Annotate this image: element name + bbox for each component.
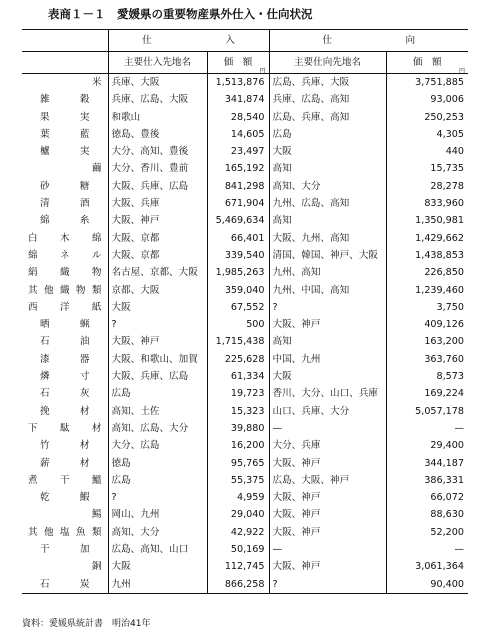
shimuke-destination-cell: 兵庫、広島、高知 xyxy=(269,91,386,108)
shimuke-amount-cell: 15,735 xyxy=(386,160,468,177)
shiire-amount-cell: 500 xyxy=(207,316,269,333)
shimuke-destination-cell: 中国、九州 xyxy=(269,351,386,368)
shimuke-amount-cell: 169,224 xyxy=(386,385,468,402)
commodity-cell: 櫨実 xyxy=(40,146,90,158)
item-header-blank xyxy=(22,30,108,52)
shimuke-amount-cell: 4,305 xyxy=(386,126,468,143)
shiire-source-cell: 兵庫、広島、大阪 xyxy=(108,91,207,108)
shiire-source-cell: 兵庫、大阪 xyxy=(108,74,207,92)
commodity-cell: 燐寸 xyxy=(40,371,90,383)
shimuke-amount-cell: 1,239,460 xyxy=(386,282,468,299)
shimuke-destination-cell: 大阪、神戸 xyxy=(269,558,386,575)
commodity-cell: 乾鰕 xyxy=(40,492,90,504)
shiire-amount-cell: 15,323 xyxy=(207,403,269,420)
shimuke-amount-cell: 386,331 xyxy=(386,472,468,489)
shimuke-destination-cell: 高知 xyxy=(269,160,386,177)
shimuke-amount-header: 価 額 xyxy=(386,52,468,74)
commodity-cell: 煮干鰮 xyxy=(28,474,102,486)
table-row xyxy=(22,333,468,350)
table-row xyxy=(22,282,468,299)
unit-label: 円 xyxy=(259,68,266,75)
shimuke-destination-header: 主要仕向先地名 xyxy=(269,52,386,74)
shimuke-destination-cell: 広島、兵庫、大阪 xyxy=(269,74,386,92)
commodity-cell: 綿ネル xyxy=(28,249,102,261)
shiire-source-cell: 高知、大分 xyxy=(108,524,207,541)
shimuke-amount-cell: 3,061,364 xyxy=(386,558,468,575)
commodity-cell: 鰑 xyxy=(91,509,102,521)
table-row xyxy=(22,299,468,316)
shiire-amount-cell: 39,880 xyxy=(207,420,269,437)
shiire-group-header: 仕 入 xyxy=(108,30,269,52)
shimuke-amount-cell: 440 xyxy=(386,143,468,160)
shiire-amount-cell: 1,715,438 xyxy=(207,333,269,350)
shimuke-destination-cell: — xyxy=(269,420,386,437)
commodity-cell: 漆器 xyxy=(40,353,90,365)
shimuke-amount-cell: 90,400 xyxy=(386,576,468,594)
table-row xyxy=(22,212,468,229)
shiire-source-header: 主要仕入先地名 xyxy=(108,52,207,74)
shimuke-amount-cell: 93,006 xyxy=(386,91,468,108)
shimuke-amount-cell: 363,760 xyxy=(386,351,468,368)
table-row xyxy=(22,558,468,575)
table-row xyxy=(22,230,468,247)
shimuke-destination-cell: 大阪、神戸 xyxy=(269,316,386,333)
table-row xyxy=(22,178,468,195)
shiire-source-cell: 大分、広島 xyxy=(108,437,207,454)
shimuke-group-header: 仕 向 xyxy=(269,30,468,52)
shimuke-destination-cell: 山口、兵庫、大分 xyxy=(269,403,386,420)
shiire-amount-cell: 1,513,876 円 xyxy=(207,74,269,92)
table-row xyxy=(22,195,468,212)
commodity-cell: 晒蝋 xyxy=(40,319,90,331)
shimuke-destination-cell: 香川、大分、山口、兵庫 xyxy=(269,385,386,402)
commodity-cell: 果実 xyxy=(40,111,90,123)
shiire-source-cell: 大阪 xyxy=(108,558,207,575)
table-row xyxy=(22,472,468,489)
shimuke-amount-cell: 163,200 xyxy=(386,333,468,350)
table-row xyxy=(22,420,468,437)
shimuke-amount-cell: 3,750 xyxy=(386,299,468,316)
shiire-amount-cell: 23,497 xyxy=(207,143,269,160)
shimuke-amount-cell: 226,850 xyxy=(386,264,468,281)
shiire-source-cell: 大阪、兵庫 xyxy=(108,195,207,212)
shimuke-destination-cell: 高知 xyxy=(269,212,386,229)
shimuke-amount-cell: 1,350,981 xyxy=(386,212,468,229)
shiire-source-cell: 広島、高知、山口 xyxy=(108,541,207,558)
shiire-source-cell: 大阪 xyxy=(108,299,207,316)
commodity-cell: 挽材 xyxy=(40,405,90,417)
commodity-cell: 石油 xyxy=(40,336,90,348)
shimuke-destination-cell: 大阪、神戸 xyxy=(269,455,386,472)
shiire-amount-cell: 55,375 xyxy=(207,472,269,489)
commodity-cell: 銅 xyxy=(91,561,102,573)
shiire-amount-cell: 50,169 xyxy=(207,541,269,558)
table-row xyxy=(22,109,468,126)
table-row xyxy=(22,489,468,506)
shiire-source-cell: 大分、香川、豊前 xyxy=(108,160,207,177)
table-row xyxy=(22,126,468,143)
commodity-cell: 石炭 xyxy=(22,576,108,594)
shimuke-destination-cell: 広島、大阪、神戸 xyxy=(269,472,386,489)
shimuke-destination-cell: 高知 xyxy=(269,333,386,350)
shiire-amount-cell: 14,605 xyxy=(207,126,269,143)
shimuke-destination-cell: 大阪 xyxy=(269,143,386,160)
unit-label: 円 xyxy=(458,68,465,75)
header-row-columns xyxy=(22,52,468,74)
shiire-source-cell: 大阪、和歌山、加賀 xyxy=(108,351,207,368)
shiire-amount-cell: 28,540 xyxy=(207,109,269,126)
shimuke-destination-cell: 大阪、神戸 xyxy=(269,489,386,506)
shimuke-destination-cell: 大阪、神戸 xyxy=(269,524,386,541)
table-row xyxy=(22,576,468,594)
shiire-amount-cell: 19,723 xyxy=(207,385,269,402)
shiire-source-cell: 徳島、豊後 xyxy=(108,126,207,143)
shimuke-amount-cell: — xyxy=(386,420,468,437)
shimuke-amount-cell: 28,278 xyxy=(386,178,468,195)
table-row xyxy=(22,524,468,541)
shiire-amount-cell: 42,922 xyxy=(207,524,269,541)
shimuke-amount-cell: 250,253 xyxy=(386,109,468,126)
shiire-amount-cell: 339,540 xyxy=(207,247,269,264)
shimuke-destination-cell: 清国、韓国、神戸、大阪 xyxy=(269,247,386,264)
table-row xyxy=(22,247,468,264)
shiire-amount-cell: 5,469,634 xyxy=(207,212,269,229)
commodity-cell: 雑穀 xyxy=(40,94,90,106)
commodity-cell: 白木綿 xyxy=(28,232,102,244)
commodity-cell: 其他塩魚類 xyxy=(28,526,102,538)
shiire-source-cell: 和歌山 xyxy=(108,109,207,126)
shiire-source-cell: 大分、高知、豊後 xyxy=(108,143,207,160)
shiire-source-cell: 高知、広島、大分 xyxy=(108,420,207,437)
commodity-cell: 清酒 xyxy=(40,198,90,210)
shimuke-destination-cell: 九州、中国、高知 xyxy=(269,282,386,299)
shimuke-destination-cell: ? xyxy=(269,576,386,594)
table-row xyxy=(22,541,468,558)
shimuke-amount-cell: 88,630 xyxy=(386,506,468,523)
table-row xyxy=(22,264,468,281)
table-row xyxy=(22,74,468,92)
commodity-cell: 干加 xyxy=(40,544,90,556)
shimuke-amount-cell: 833,960 xyxy=(386,195,468,212)
shimuke-amount-cell: — xyxy=(386,541,468,558)
shiire-amount-cell: 165,192 xyxy=(207,160,269,177)
commodity-cell: 下駄材 xyxy=(28,422,102,434)
shimuke-amount-cell: 344,187 xyxy=(386,455,468,472)
shiire-amount-cell: 4,959 xyxy=(207,489,269,506)
shiire-source-cell: 大阪、神戸 xyxy=(108,212,207,229)
shimuke-amount-cell: 5,057,178 xyxy=(386,403,468,420)
commodity-cell: 其他織物類 xyxy=(28,284,102,296)
commodity-cell: 砂糖 xyxy=(40,180,90,192)
shimuke-destination-cell: 高知、大分 xyxy=(269,178,386,195)
shiire-source-cell: ? xyxy=(108,316,207,333)
shimuke-destination-cell: 大分、兵庫 xyxy=(269,437,386,454)
shimuke-destination-cell: 九州、高知 xyxy=(269,264,386,281)
shiire-amount-cell: 67,552 xyxy=(207,299,269,316)
shimuke-amount-cell: 409,126 xyxy=(386,316,468,333)
shiire-amount-cell: 112,745 xyxy=(207,558,269,575)
shiire-amount-cell: 225,628 xyxy=(207,351,269,368)
shimuke-amount-cell: 3,751,885 円 xyxy=(386,74,468,92)
shiire-amount-cell: 671,904 xyxy=(207,195,269,212)
commodity-cell: 綿糸 xyxy=(40,215,90,227)
table-row xyxy=(22,143,468,160)
table-title: 表商１－１ 愛媛県の重要物産県外仕入・仕向状況 xyxy=(48,7,313,21)
shimuke-amount-cell: 8,573 xyxy=(386,368,468,385)
trade-table xyxy=(22,29,468,594)
shiire-source-cell: 大阪、京都 xyxy=(108,230,207,247)
shiire-source-cell: 高知、土佐 xyxy=(108,403,207,420)
shiire-source-cell: 京都、大阪 xyxy=(108,282,207,299)
commodity-cell: 米 xyxy=(91,77,102,88)
shiire-amount-cell: 359,040 xyxy=(207,282,269,299)
shimuke-amount-cell: 29,400 xyxy=(386,437,468,454)
shiire-amount-cell: 29,040 xyxy=(207,506,269,523)
shimuke-amount-cell: 1,429,662 xyxy=(386,230,468,247)
table-row xyxy=(22,316,468,333)
shiire-amount-cell: 841,298 xyxy=(207,178,269,195)
commodity-cell: 絹織物 xyxy=(28,267,102,279)
shiire-source-cell: 徳島 xyxy=(108,455,207,472)
shiire-source-cell: 九州 xyxy=(108,576,207,594)
shimuke-amount-cell: 52,200 xyxy=(386,524,468,541)
shimuke-destination-cell: — xyxy=(269,541,386,558)
shimuke-destination-cell: ? xyxy=(269,299,386,316)
commodity-cell: 西洋紙 xyxy=(28,301,102,313)
table-row xyxy=(22,455,468,472)
table-row xyxy=(22,91,468,108)
shimuke-amount-cell: 66,072 xyxy=(386,489,468,506)
shiire-amount-header: 価 額 xyxy=(207,52,269,74)
shiire-amount-cell: 866,258 xyxy=(207,576,269,594)
shiire-source-cell: 岡山、九州 xyxy=(108,506,207,523)
table-row xyxy=(22,368,468,385)
shiire-source-cell: 大阪、神戸 xyxy=(108,333,207,350)
shimuke-destination-cell: 広島 xyxy=(269,126,386,143)
commodity-cell: 石灰 xyxy=(40,388,90,400)
shiire-amount-cell: 66,401 xyxy=(207,230,269,247)
table-row xyxy=(22,403,468,420)
shimuke-destination-cell: 九州、広島、高知 xyxy=(269,195,386,212)
table-row xyxy=(22,437,468,454)
shimuke-destination-cell: 大阪、九州、高知 xyxy=(269,230,386,247)
item-column-header xyxy=(22,52,108,74)
shiire-source-cell: 名古屋、京都、大阪 xyxy=(108,264,207,281)
header-row-group xyxy=(22,30,468,52)
shimuke-destination-cell: 大阪 xyxy=(269,368,386,385)
shiire-source-cell: 広島 xyxy=(108,472,207,489)
shiire-amount-cell: 61,334 xyxy=(207,368,269,385)
shimuke-destination-cell: 大阪、神戸 xyxy=(269,506,386,523)
commodity-cell: 葉藍 xyxy=(40,128,90,140)
shiire-source-cell: 大阪、京都 xyxy=(108,247,207,264)
shiire-amount-cell: 1,985,263 xyxy=(207,264,269,281)
commodity-cell: 薪材 xyxy=(40,457,90,469)
table-row xyxy=(22,506,468,523)
shiire-source-cell: 広島 xyxy=(108,385,207,402)
commodity-cell: 竹材 xyxy=(40,440,90,452)
table-row xyxy=(22,351,468,368)
shiire-amount-cell: 95,765 xyxy=(207,455,269,472)
shiire-amount-cell: 341,874 xyxy=(207,91,269,108)
shiire-source-cell: 大阪、兵庫、広島 xyxy=(108,178,207,195)
shimuke-destination-cell: 広島、兵庫、高知 xyxy=(269,109,386,126)
shimuke-amount-cell: 1,438,853 xyxy=(386,247,468,264)
commodity-cell: 繭 xyxy=(91,163,102,175)
shiire-source-cell: ? xyxy=(108,489,207,506)
shiire-amount-cell: 16,200 xyxy=(207,437,269,454)
shiire-source-cell: 大阪、兵庫、広島 xyxy=(108,368,207,385)
table-row xyxy=(22,385,468,402)
source-footnote: 資料：愛媛県統計書 明治41年 xyxy=(22,619,151,629)
table-row xyxy=(22,160,468,177)
